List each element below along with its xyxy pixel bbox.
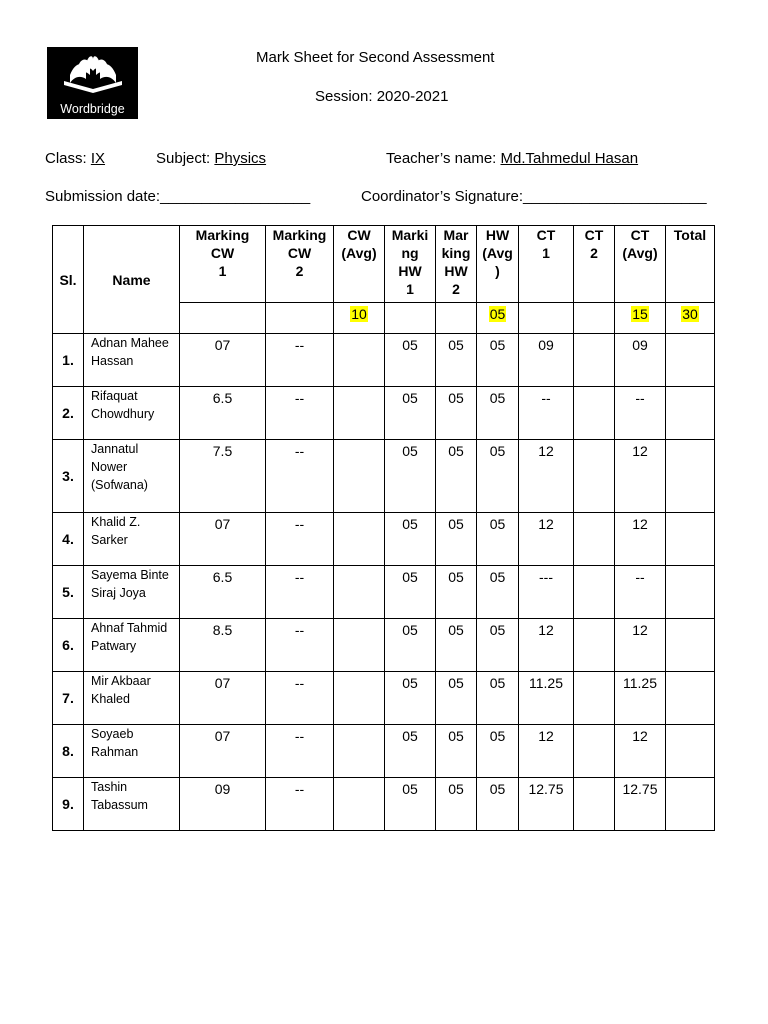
row-serial: 6. [53,619,84,672]
wordbridge-logo [47,47,138,119]
row-serial: 7. [53,672,84,725]
submission-label: Submission date: [45,188,161,205]
cell-mcw1: 07 [180,672,266,725]
row-serial: 9. [53,778,84,831]
session-label: Session: 2020-2021 [315,88,449,105]
cell-ct1: 11.25 [519,672,574,725]
table-row [53,334,715,387]
cell-ct1: --- [519,566,574,619]
cell-mcw2: -- [266,440,334,513]
cell-mcw2: -- [266,672,334,725]
cell-ctavg: 12 [615,513,666,566]
cell-hwavg: 05 [477,566,519,619]
student-name: Soyaeb Rahman [84,725,180,778]
cell-mcw1: 09 [180,778,266,831]
header-row [53,226,715,303]
cell-cwavg [334,440,385,513]
cell-ctavg: 12 [615,440,666,513]
cell-mhw2: 05 [436,334,477,387]
cell-total [666,672,715,725]
header-sl: Sl. [53,226,84,334]
cell-mcw1: 8.5 [180,619,266,672]
teacher-field [386,150,638,167]
cell-ct1: 09 [519,334,574,387]
coordinator-label: Coordinator’s Signature: [361,188,524,205]
cell-hwavg: 05 [477,334,519,387]
cell-total [666,387,715,440]
cell-total [666,619,715,672]
table-row [53,566,715,619]
cell-ct2 [574,725,615,778]
row-serial: 2. [53,387,84,440]
table-row [53,778,715,831]
cell-mcw2: -- [266,566,334,619]
cell-mcw2: -- [266,513,334,566]
max-total: 30 [666,303,715,334]
max-hw-avg: 05 [477,303,519,334]
cell-hwavg: 05 [477,672,519,725]
table-row [53,619,715,672]
cell-mcw2: -- [266,778,334,831]
header-marking-cw-1: Marking CW 1 [180,226,266,303]
logo-text: Wordbridge [60,102,125,116]
cell-ct1: -- [519,387,574,440]
class-value: IX [90,150,106,167]
row-serial: 3. [53,440,84,513]
cell-hwavg: 05 [477,513,519,566]
cell-mhw1: 05 [385,672,436,725]
student-name: Tashin Tabassum [84,778,180,831]
cell-ctavg: 09 [615,334,666,387]
cell-total [666,440,715,513]
cell-mhw2: 05 [436,387,477,440]
cell-mhw2: 05 [436,440,477,513]
header-cw-avg: CW (Avg) [334,226,385,303]
cell-ct2 [574,619,615,672]
cell-mhw1: 05 [385,725,436,778]
cell-mcw2: -- [266,725,334,778]
cell-ct2 [574,672,615,725]
cell-mcw2: -- [266,619,334,672]
cell-ct1: 12 [519,725,574,778]
submission-date-field [45,188,310,205]
cell-mhw1: 05 [385,513,436,566]
cell-mcw1: 07 [180,513,266,566]
cell-mhw2: 05 [436,778,477,831]
header-ct-avg: CT (Avg) [615,226,666,303]
max-ct-avg: 15 [615,303,666,334]
page-title: Mark Sheet for Second Assessment [256,49,495,66]
table-row [53,513,715,566]
cell-mhw2: 05 [436,725,477,778]
teacher-label: Teacher’s name: [386,150,501,167]
cell-ctavg: 12 [615,619,666,672]
cell-mhw2: 05 [436,566,477,619]
cell-mhw2: 05 [436,672,477,725]
submission-line: __________________ [160,188,311,205]
cell-cwavg [334,387,385,440]
cell-hwavg: 05 [477,387,519,440]
cell-mhw2: 05 [436,513,477,566]
cell-ct1: 12 [519,440,574,513]
cell-mcw1: 7.5 [180,440,266,513]
cell-mhw1: 05 [385,387,436,440]
row-serial: 8. [53,725,84,778]
subject-field [156,150,266,167]
cell-cwavg [334,619,385,672]
cell-ct2 [574,440,615,513]
cell-mcw1: 07 [180,725,266,778]
coordinator-line: ______________________ [523,188,707,205]
cell-cwavg [334,778,385,831]
cell-ctavg: 12.75 [615,778,666,831]
table-row [53,672,715,725]
cell-ct1: 12 [519,619,574,672]
student-name: Ahnaf Tahmid Patwary [84,619,180,672]
cell-ct2 [574,334,615,387]
cell-cwavg [334,513,385,566]
cell-hwavg: 05 [477,725,519,778]
cell-total [666,778,715,831]
cell-cwavg [334,566,385,619]
cell-mcw1: 6.5 [180,387,266,440]
cell-mcw1: 6.5 [180,566,266,619]
cell-mhw1: 05 [385,619,436,672]
max-cw-avg: 10 [334,303,385,334]
header-hw-avg: HW (Avg ) [477,226,519,303]
cell-mcw2: -- [266,387,334,440]
table-row [53,725,715,778]
cell-ct1: 12.75 [519,778,574,831]
cell-ctavg: -- [615,566,666,619]
cell-total [666,513,715,566]
header-ct-2: CT 2 [574,226,615,303]
cell-mcw1: 07 [180,334,266,387]
row-serial: 1. [53,334,84,387]
cell-ct1: 12 [519,513,574,566]
cell-mhw1: 05 [385,334,436,387]
header-name: Name [84,226,180,334]
class-field [45,150,105,167]
cell-cwavg [334,334,385,387]
student-name: Khalid Z. Sarker [84,513,180,566]
cell-mhw1: 05 [385,566,436,619]
student-name: Mir Akbaar Khaled [84,672,180,725]
cell-mcw2: -- [266,334,334,387]
cell-hwavg: 05 [477,440,519,513]
class-label: Class: [45,150,91,167]
cell-ct2 [574,566,615,619]
open-book-icon [64,55,122,93]
cell-ct2 [574,387,615,440]
subject-value: Physics [214,150,267,167]
cell-ctavg: 11.25 [615,672,666,725]
student-name: Adnan Mahee Hassan [84,334,180,387]
student-name: Jannatul Nower (Sofwana) [84,440,180,513]
coordinator-signature-field [361,188,707,205]
cell-mhw1: 05 [385,778,436,831]
header-marking-hw-1: Marki ng HW 1 [385,226,436,303]
cell-mhw1: 05 [385,440,436,513]
student-name: Sayema Binte Siraj Joya [84,566,180,619]
cell-ct2 [574,513,615,566]
row-serial: 5. [53,566,84,619]
cell-total [666,566,715,619]
cell-ct2 [574,778,615,831]
cell-ctavg: -- [615,387,666,440]
teacher-value: Md.Tahmedul Hasan [500,150,639,167]
subject-label: Subject: [156,150,215,167]
cell-hwavg: 05 [477,778,519,831]
cell-mhw2: 05 [436,619,477,672]
cell-ctavg: 12 [615,725,666,778]
cell-total [666,725,715,778]
cell-hwavg: 05 [477,619,519,672]
table-row [53,440,715,513]
student-name: Rifaquat Chowdhury [84,387,180,440]
table-row [53,387,715,440]
row-serial: 4. [53,513,84,566]
cell-total [666,334,715,387]
header-marking-cw-2: Marking CW 2 [266,226,334,303]
header-marking-hw-2: Mar king HW 2 [436,226,477,303]
marks-table [52,225,715,831]
header-total: Total [666,226,715,303]
cell-cwavg [334,672,385,725]
header-ct-1: CT 1 [519,226,574,303]
cell-cwavg [334,725,385,778]
